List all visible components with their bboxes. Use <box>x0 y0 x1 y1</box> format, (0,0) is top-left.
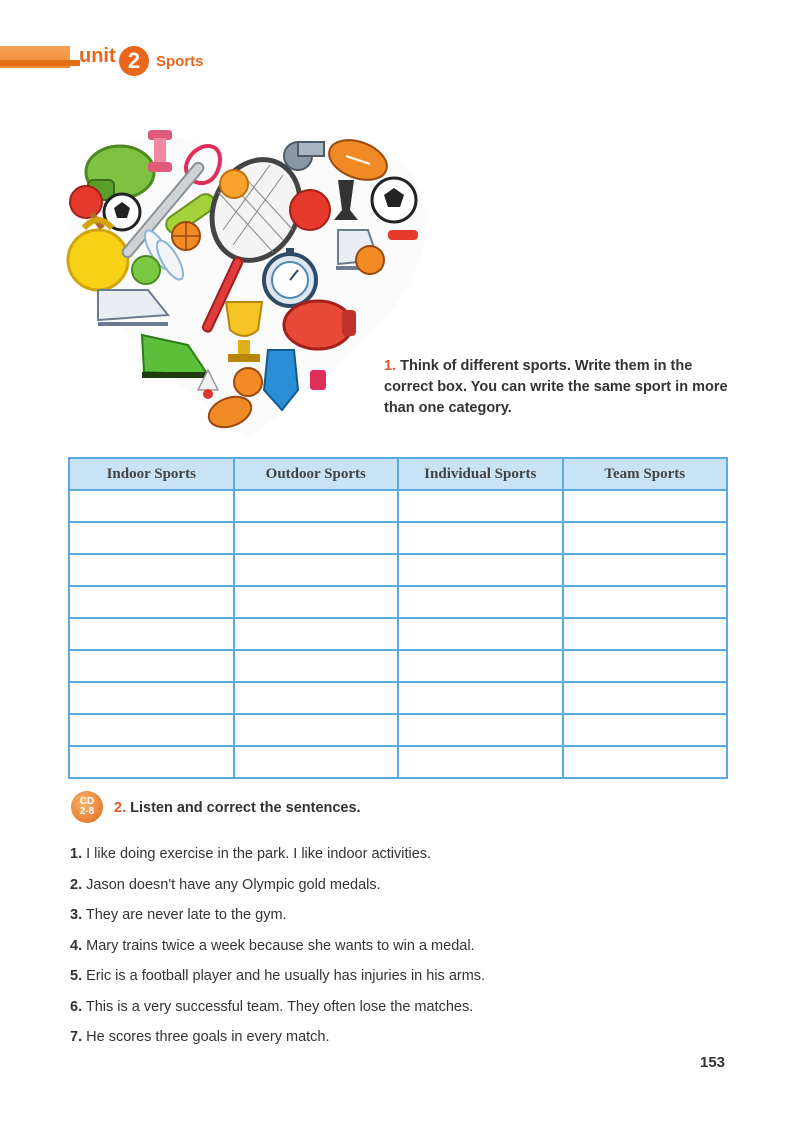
table-cell[interactable] <box>234 522 399 554</box>
table-cell[interactable] <box>398 714 563 746</box>
table-row <box>69 554 727 586</box>
table-cell[interactable] <box>69 746 234 778</box>
exercise-2-instruction <box>114 800 361 816</box>
list-item <box>70 967 485 998</box>
sentence-text: Jason doesn't have any Olympic gold medals. <box>86 876 381 893</box>
table-cell[interactable] <box>563 714 728 746</box>
table-cell[interactable] <box>69 682 234 714</box>
sentence-number: 6. <box>70 998 83 1015</box>
table-row <box>69 650 727 682</box>
table-cell[interactable] <box>234 618 399 650</box>
table-cell[interactable] <box>234 554 399 586</box>
table-cell[interactable] <box>234 746 399 778</box>
page-number: 153 <box>700 1054 726 1071</box>
table-cell[interactable] <box>398 554 563 586</box>
ping-pong-paddle-icon <box>290 190 330 230</box>
exercise-1-text: Think of different sports. Write them in the correct box. You can write the same sport in more than one category. <box>384 358 728 416</box>
table-row <box>69 522 727 554</box>
table-cell[interactable] <box>398 522 563 554</box>
table-cell[interactable] <box>563 682 728 714</box>
table-cell[interactable] <box>398 490 563 522</box>
list-item <box>70 876 485 907</box>
table-cell[interactable] <box>563 618 728 650</box>
list-item <box>70 845 485 876</box>
sentence-number: 4. <box>70 937 83 954</box>
table-cell[interactable] <box>398 618 563 650</box>
unit-label: unit <box>79 45 116 67</box>
table-row <box>69 490 727 522</box>
table-row <box>69 714 727 746</box>
table-cell[interactable] <box>563 650 728 682</box>
sentence-list <box>70 845 485 1059</box>
table-cell[interactable] <box>563 554 728 586</box>
column-header-outdoor: Outdoor Sports <box>234 458 399 490</box>
table-cell[interactable] <box>398 746 563 778</box>
sentence-number: 1. <box>70 846 83 862</box>
table-cell[interactable] <box>398 586 563 618</box>
sports-category-table <box>68 457 728 779</box>
trophy-icon <box>310 370 326 390</box>
table-header-row <box>69 458 727 490</box>
sentence-text: Eric is a football player and he usually has injuries in his arms. <box>86 968 486 984</box>
table-cell[interactable] <box>69 650 234 682</box>
sentence-text: I like doing exercise in the park. I like indoor activities. <box>86 846 432 862</box>
table-cell[interactable] <box>398 650 563 682</box>
soccer-ball-icon <box>372 178 416 222</box>
sentence-number: 5. <box>70 968 83 984</box>
sentence-number: 3. <box>70 907 83 923</box>
exercise-1-instruction <box>384 356 739 419</box>
sentence-number: 7. <box>70 1029 83 1045</box>
table-cell[interactable] <box>563 746 728 778</box>
table-row <box>69 618 727 650</box>
table-cell[interactable] <box>69 714 234 746</box>
table-cell[interactable] <box>69 618 234 650</box>
exercise-2-number: 2. <box>114 800 127 816</box>
tennis-ball-icon <box>132 256 160 284</box>
table-cell[interactable] <box>69 490 234 522</box>
unit-subject: Sports <box>156 53 204 70</box>
table-cell[interactable] <box>234 682 399 714</box>
exercise-2-text: Listen and correct the sentences. <box>130 800 361 816</box>
table-cell[interactable] <box>234 586 399 618</box>
table-cell[interactable] <box>563 490 728 522</box>
cd-audio-badge[interactable] <box>71 791 103 823</box>
unit-number-badge: 2 <box>119 46 149 76</box>
header-accent-line <box>0 60 80 66</box>
cd-label: CD <box>79 796 95 807</box>
exercise-1-number: 1. <box>384 358 397 374</box>
sentence-text: Mary trains twice a week because she wants to win a medal. <box>86 937 475 954</box>
sentence-text: This is a very successful team. They often lose the matches. <box>85 998 474 1015</box>
column-header-team: Team Sports <box>563 458 728 490</box>
tennis-ball-icon <box>220 170 248 198</box>
sports-heart-illustration <box>58 120 438 450</box>
dumbbell-icon <box>388 230 418 240</box>
table-cell[interactable] <box>398 682 563 714</box>
list-item <box>70 906 485 937</box>
list-item <box>70 937 485 968</box>
table-row <box>69 746 727 778</box>
table-row <box>69 682 727 714</box>
table-cell[interactable] <box>69 586 234 618</box>
table-cell[interactable] <box>563 522 728 554</box>
basketball-icon <box>172 222 200 250</box>
table-cell[interactable] <box>234 650 399 682</box>
table-cell[interactable] <box>563 586 728 618</box>
column-header-individual: Individual Sports <box>398 458 563 490</box>
list-item <box>70 1028 485 1059</box>
sentence-text: He scores three goals in every match. <box>86 1029 330 1045</box>
basketball-icon <box>356 246 384 274</box>
table-row <box>69 586 727 618</box>
table-cell[interactable] <box>69 554 234 586</box>
sentence-number: 2. <box>70 876 83 893</box>
column-header-indoor: Indoor Sports <box>69 458 234 490</box>
table-cell[interactable] <box>69 522 234 554</box>
list-item <box>70 998 485 1029</box>
table-cell[interactable] <box>234 490 399 522</box>
table-cell[interactable] <box>234 714 399 746</box>
sentence-text: They are never late to the gym. <box>85 907 287 923</box>
cd-track: 2-8 <box>79 806 95 817</box>
basketball-icon <box>234 368 262 396</box>
